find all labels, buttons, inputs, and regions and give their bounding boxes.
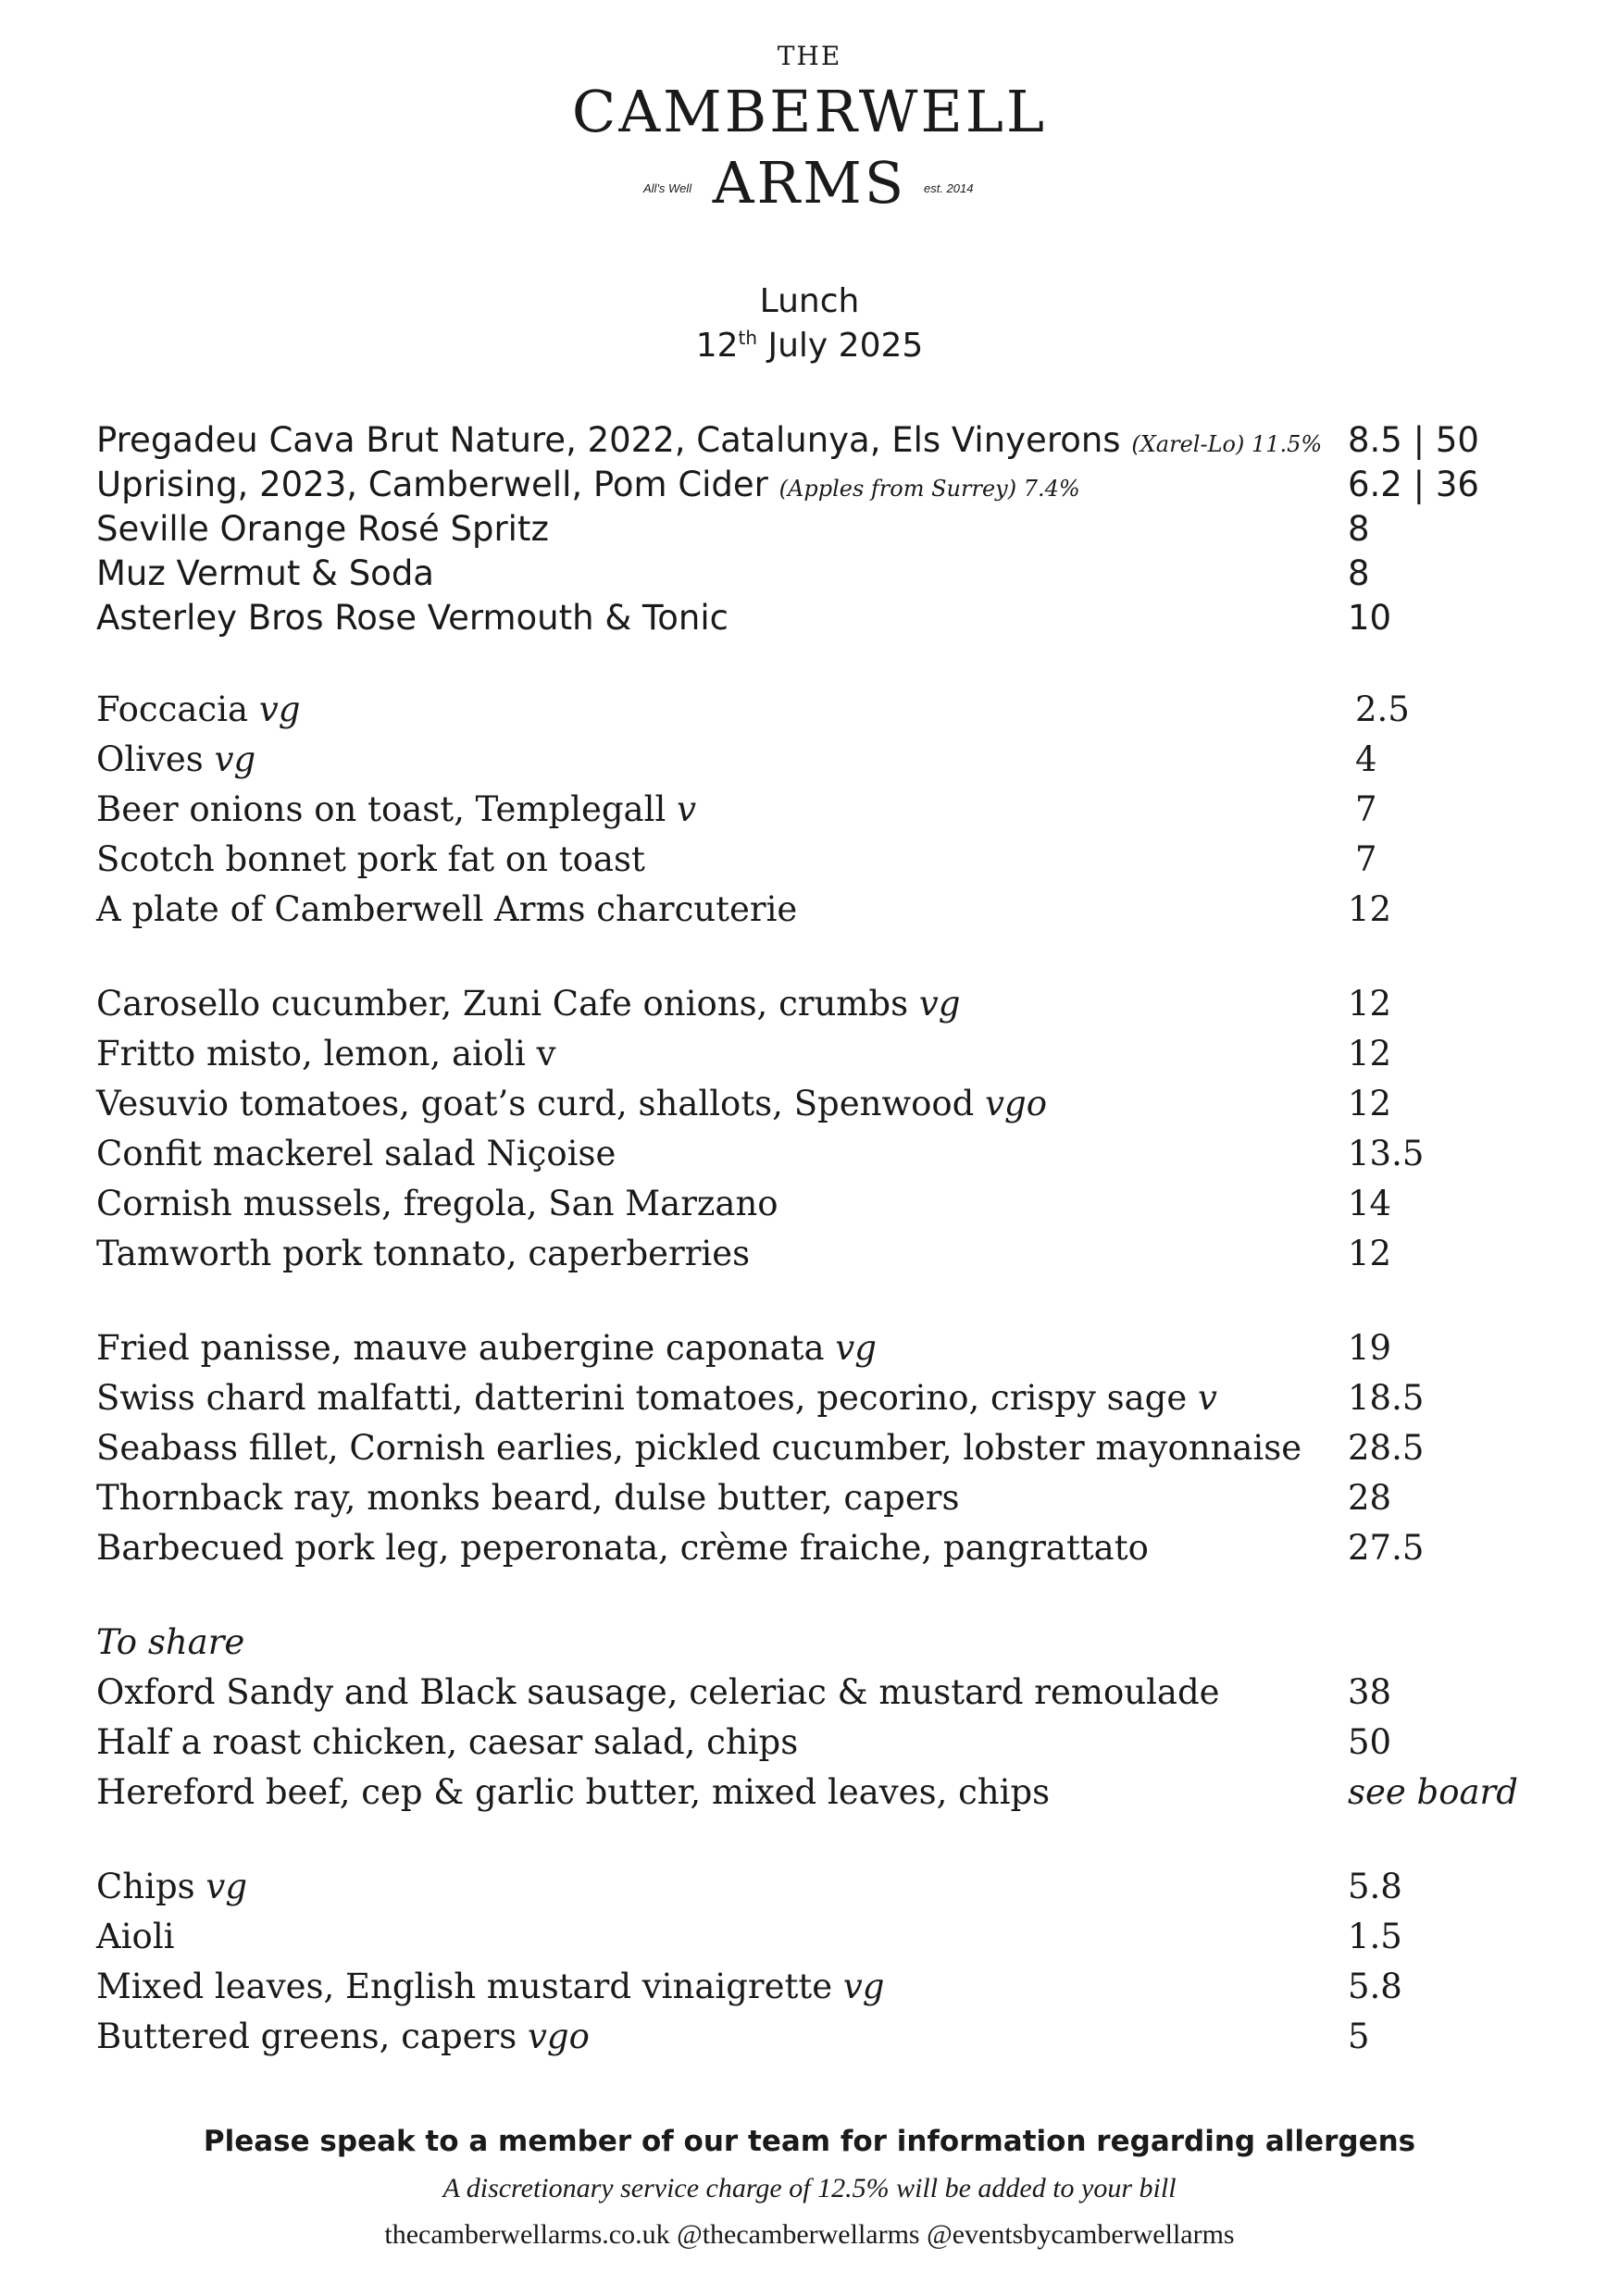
menu-item <box>96 1129 1540 1179</box>
item-name: Asterley Bros Rose Vermouth & Tonic <box>96 598 729 638</box>
date-suffix: th <box>738 327 758 349</box>
menu-item <box>96 1523 1540 1573</box>
item-name: Chips <box>96 1867 195 1906</box>
to-share-heading: To share <box>96 1622 245 1662</box>
logo <box>0 37 1619 218</box>
menu-item <box>96 507 1540 552</box>
item-name: Mixed leaves, English mustard vinaigrette <box>96 1967 833 2006</box>
item-name: Confit mackerel salad Niçoise <box>96 1134 616 1173</box>
item-price: 28 <box>1348 1478 1392 1518</box>
menu-item <box>96 1029 1540 1079</box>
item-name: Olives <box>96 739 204 779</box>
item-name: Aioli <box>96 1917 175 1956</box>
menu-item <box>96 1079 1540 1129</box>
menu-item <box>96 979 1540 1029</box>
menu-heading <box>0 279 1619 368</box>
menu-item <box>96 596 1540 640</box>
item-name: Tamworth pork tonnato, caperberries <box>96 1234 751 1273</box>
item-price: 50 <box>1348 1722 1392 1762</box>
menu-item <box>96 1473 1540 1523</box>
snacks-section <box>96 685 1540 935</box>
item-price: 5.8 <box>1348 1867 1402 1906</box>
item-price: 12 <box>1348 1034 1392 1074</box>
logo-camberwell: CAMBERWELL <box>571 78 1048 145</box>
date-day: 12 <box>695 327 739 365</box>
dietary-tag: vg <box>918 984 961 1024</box>
item-price: 8.5 | 50 <box>1348 420 1479 460</box>
item-price: 7 <box>1355 789 1377 829</box>
item-price: 5 <box>1348 2017 1370 2056</box>
drinks-section <box>96 418 1540 640</box>
item-name: Cornish mussels, fregola, San Marzano <box>96 1184 778 1223</box>
item-name: Oxford Sandy and Black sausage, celeriac & mustard remoulade <box>96 1672 1220 1712</box>
menu-item <box>96 1229 1540 1279</box>
logo-arms: ARMS <box>712 149 907 217</box>
menu-item <box>96 1423 1540 1473</box>
footer <box>0 2117 1619 2258</box>
to-share-section <box>96 1618 1540 1818</box>
item-name: Pregadeu Cava Brut Nature, 2022, Catalunya, Els Vinyerons <box>96 420 1121 460</box>
item-name: Swiss chard malfatti, datterini tomatoes, pecorino, crispy sage <box>96 1378 1188 1418</box>
item-price: 19 <box>1348 1328 1392 1368</box>
item-name: Vesuvio tomatoes, goat’s curd, shallots, Spenwood <box>96 1084 975 1123</box>
menu-item <box>96 1862 1540 1912</box>
menu-item <box>96 1668 1540 1718</box>
menu-list <box>96 418 1540 2106</box>
menu-date <box>0 324 1619 368</box>
item-note: (Apples from Surrey) 7.4% <box>778 476 1080 502</box>
item-price: 12 <box>1348 984 1392 1024</box>
menu-item <box>96 418 1540 463</box>
menu-item <box>96 835 1540 885</box>
dietary-tag: vg <box>258 689 301 729</box>
item-price: 2.5 <box>1355 689 1410 729</box>
allergen-notice: Please speak to a member of our team for information regarding allergens <box>203 2125 1416 2158</box>
item-name: Seville Orange Rosé Spritz <box>96 509 549 549</box>
service-charge-notice: A discretionary service charge of 12.5% will be added to your bill <box>442 2173 1177 2203</box>
dietary-tag: vgo <box>985 1084 1048 1123</box>
menu-item <box>96 885 1540 935</box>
menu-item <box>96 552 1540 596</box>
logo-tagline: All's Well <box>643 181 692 195</box>
dietary-tag: v <box>1198 1378 1217 1418</box>
menu-item <box>96 463 1540 507</box>
item-name: Barbecued pork leg, peperonata, crème fraiche, pangrattato <box>96 1528 1149 1568</box>
logo-established: est. 2014 <box>924 181 974 195</box>
item-name: Half a roast chicken, caesar salad, chips <box>96 1722 799 1762</box>
starters-section <box>96 979 1540 1279</box>
item-price: 10 <box>1348 598 1392 638</box>
item-price: 6.2 | 36 <box>1348 465 1479 504</box>
dietary-tag: vg <box>835 1328 877 1368</box>
mains-section <box>96 1323 1540 1573</box>
item-name: Seabass fillet, Cornish earlies, pickled cucumber, lobster mayonnaise <box>96 1428 1302 1468</box>
item-price: 18.5 <box>1348 1378 1425 1418</box>
menu-item <box>96 1179 1540 1229</box>
item-price: 27.5 <box>1348 1528 1425 1568</box>
menu-item <box>96 1373 1540 1423</box>
item-name: Scotch bonnet pork fat on toast <box>96 839 645 879</box>
menu-item <box>96 2012 1540 2062</box>
dietary-tag: v <box>677 789 696 829</box>
contact-links: thecamberwellarms.co.uk @thecamberwellarms @eventsbycamberwellarms <box>384 2219 1235 2250</box>
item-price: 28.5 <box>1348 1428 1425 1468</box>
item-price: 7 <box>1355 839 1377 879</box>
date-rest: July 2025 <box>757 327 924 365</box>
item-price: 38 <box>1348 1672 1392 1712</box>
item-price: 1.5 <box>1348 1917 1402 1956</box>
menu-item <box>96 1768 1540 1818</box>
item-price: see board <box>1348 1772 1518 1812</box>
item-price: 5.8 <box>1348 1967 1402 2006</box>
meal-title: Lunch <box>759 282 860 320</box>
item-price: 4 <box>1355 739 1377 779</box>
item-price: 12 <box>1348 889 1392 929</box>
item-name: Fried panisse, mauve aubergine caponata <box>96 1328 825 1368</box>
item-name: Thornback ray, monks beard, dulse butter, capers <box>96 1478 960 1518</box>
sides-section <box>96 1862 1540 2062</box>
menu-item <box>96 685 1540 735</box>
menu-item <box>96 735 1540 785</box>
item-price: 12 <box>1348 1084 1392 1123</box>
item-name: Hereford beef, cep & garlic butter, mixed leaves, chips <box>96 1772 1051 1812</box>
logo-the: THE <box>777 41 842 71</box>
item-name: Fritto misto, lemon, aioli v <box>96 1034 556 1074</box>
item-price: 8 <box>1348 553 1370 593</box>
item-price: 8 <box>1348 509 1370 549</box>
menu-item <box>96 1323 1540 1373</box>
item-name: Buttered greens, capers <box>96 2017 517 2056</box>
menu-item <box>96 1718 1540 1768</box>
item-price: 12 <box>1348 1234 1392 1273</box>
menu-item <box>96 1962 1540 2012</box>
dietary-tag: vg <box>205 1867 248 1906</box>
item-price: 14 <box>1348 1184 1392 1223</box>
dietary-tag: vg <box>214 739 256 779</box>
logo-arms-row <box>0 148 1619 218</box>
item-name: Foccacia <box>96 689 249 729</box>
item-name: Beer onions on toast, Templegall <box>96 789 666 829</box>
item-name: A plate of Camberwell Arms charcuterie <box>96 889 798 929</box>
item-name: Muz Vermut & Soda <box>96 553 434 593</box>
dietary-tag: vgo <box>528 2017 590 2056</box>
item-price: 13.5 <box>1348 1134 1425 1173</box>
menu-item <box>96 785 1540 835</box>
item-name: Carosello cucumber, Zuni Cafe onions, crumbs <box>96 984 909 1024</box>
dietary-tag: vg <box>842 1967 885 2006</box>
menu-item <box>96 1912 1540 1962</box>
item-name: Uprising, 2023, Camberwell, Pom Cider <box>96 465 768 504</box>
item-note: (Xarel-Lo) 11.5% <box>1131 431 1323 457</box>
